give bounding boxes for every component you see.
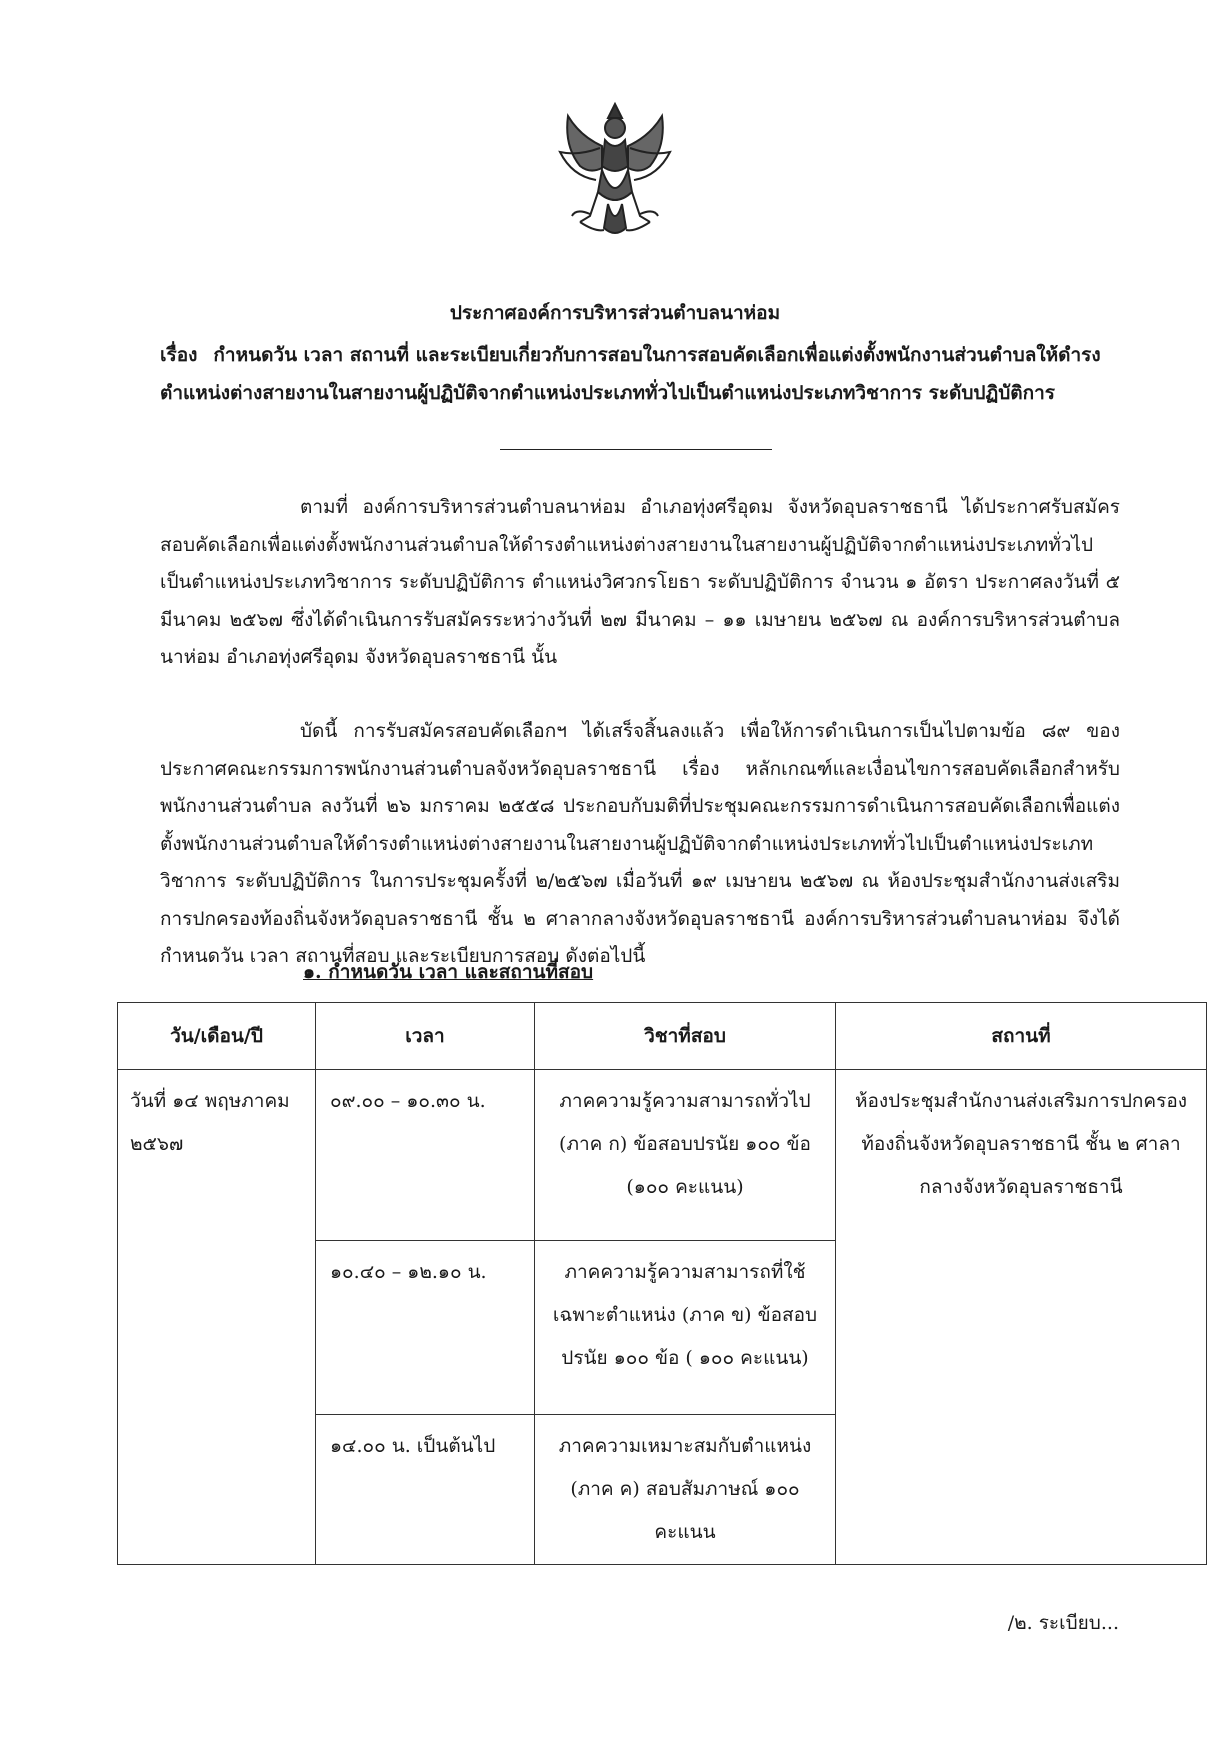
subject-keyword: เรื่อง bbox=[160, 344, 198, 366]
column-header-date: วัน/เดือน/ปี bbox=[118, 1003, 316, 1070]
paragraph-1-text: ตามที่ องค์การบริหารส่วนตำบลนาห่อม อำเภอทุ่งศรีอุดม จังหวัดอุบลราชธานี ได้ประกาศรับสมัครสอบคัดเลือกเพื่อแต่งตั้งพนักงานส่วนตำบลให้ดำรงตำแหน่งต่างสายงานในสายงานผู้ปฏิบัติจากตำแหน่งประเภททั่วไป เป็นตำแหน่งประเภทวิชาการ ระดับปฏิบัติการ ตำแหน่งวิศวกรโยธา ระดับปฏิบัติการ จำนวน ๑ อัตรา ประกาศลงวันที่ ๕ มีนาคม ๒๕๖๗ ซึ่งได้ดำเนินการรับสมัครระหว่างวันที่ ๒๗ มีนาคม – ๑๑ เมษายน ๒๕๖๗ ณ องค์การบริหารส่วนตำบลนาห่อม อำเภอทุ่งศรีอุดม จังหวัดอุบลราชธานี นั้น bbox=[160, 496, 1120, 668]
table-header-row bbox=[118, 1003, 1207, 1070]
body-paragraph-2 bbox=[160, 713, 1120, 976]
exam-subject-cell bbox=[535, 1241, 836, 1415]
paragraph-2-text: บัดนี้ การรับสมัครสอบคัดเลือกฯ ได้เสร็จสิ้นลงแล้ว เพื่อให้การดำเนินการเป็นไปตามข้อ ๘๙ ของประกาศคณะกรรมการพนักงานส่วนตำบลจังหวัดอุบลราชธานี เรื่อง หลักเกณฑ์และเงื่อนไขการสอบคัดเลือกสำหรับพนักงานส่วนตำบล ลงวันที่ ๒๖ มกราคม ๒๕๕๘ ประกอบกับมติที่ประชุมคณะกรรมการดำเนินการสอบคัดเลือกเพื่อแต่งตั้งพนักงานส่วนตำบลให้ดำรงตำแหน่งต่างสายงานในสายงานผู้ปฏิบัติจากตำแหน่งประเภททั่วไปเป็นตำแหน่งประเภทวิชาการ ระดับปฏิบัติการ ในการประชุมครั้งที่ ๒/๒๕๖๗ เมื่อวันที่ ๑๙ เมษายน ๒๕๖๗ ณ ห้องประชุมสำนักงานส่งเสริมการปกครองท้องถิ่นจังหวัดอุบลราชธานี ชั้น ๒ ศาลากลางจังหวัดอุบลราชธานี องค์การบริหารส่วนตำบลนาห่อม จึงได้กำหนดวัน เวลา สถานที่สอบ และระเบียบการสอบ ดังต่อไปนี้ bbox=[160, 720, 1120, 967]
table-row bbox=[118, 1070, 1207, 1241]
announcement-title: ประกาศองค์การบริหารส่วนตำบลนาห่อม bbox=[449, 302, 781, 324]
section-1-heading: ๑. กำหนดวัน เวลา และสถานที่สอบ bbox=[303, 961, 594, 983]
exam-date-cell bbox=[118, 1070, 316, 1565]
exam-time-cell bbox=[316, 1070, 535, 1241]
exam-place-cell bbox=[836, 1070, 1207, 1565]
exam-time-cell bbox=[316, 1241, 535, 1415]
subject-text: กำหนดวัน เวลา สถานที่ และระเบียบเกี่ยวกับการสอบในการสอบคัดเลือกเพื่อแต่งตั้งพนักงานส่วนตำบลให้ดำรงตำแหน่งต่างสายงานในสายงานผู้ปฏิบัติจากตำแหน่งประเภททั่วไปเป็นตำแหน่งประเภทวิชาการ ระดับปฏิบัติการ bbox=[160, 344, 1101, 404]
exam-time: ๑๐.๔๐ – ๑๒.๑๐ น. bbox=[330, 1261, 487, 1283]
garuda-emblem-icon bbox=[550, 96, 680, 246]
column-header-subject: วิชาที่สอบ bbox=[535, 1003, 836, 1070]
exam-subject: ภาคความรู้ความสามารถทั่วไป (ภาค ก) ข้อสอบปรนัย ๑๐๐ ข้อ (๑๐๐ คะแนน) bbox=[559, 1090, 811, 1198]
exam-subject: ภาคความรู้ความสามารถที่ใช้เฉพาะตำแหน่ง (ภาค ข) ข้อสอบปรนัย ๑๐๐ ข้อ ( ๑๐๐ คะแนน) bbox=[552, 1261, 818, 1369]
page-continuation: /๒. ระเบียบ... bbox=[1007, 1612, 1119, 1634]
announcement-subject bbox=[160, 336, 1120, 412]
exam-date: วันที่ ๑๔ พฤษภาคม ๒๕๖๗ bbox=[130, 1090, 290, 1155]
exam-schedule-table bbox=[117, 1002, 1207, 1565]
column-header-time: เวลา bbox=[316, 1003, 535, 1070]
exam-subject: ภาคความเหมาะสมกับตำแหน่ง (ภาค ค) สอบสัมภาษณ์ ๑๐๐ คะแนน bbox=[558, 1435, 812, 1543]
exam-subject-cell bbox=[535, 1415, 836, 1565]
exam-time: ๐๙.๐๐ – ๑๐.๓๐ น. bbox=[330, 1090, 486, 1112]
exam-time-cell bbox=[316, 1415, 535, 1565]
exam-subject-cell bbox=[535, 1070, 836, 1241]
exam-time: ๑๔.๐๐ น. เป็นต้นไป bbox=[330, 1435, 496, 1457]
exam-place: ห้องประชุมสำนักงานส่งเสริมการปกครองท้องถิ่นจังหวัดอุบลราชธานี ชั้น ๒ ศาลากลางจังหวัดอุบลราชธานี bbox=[854, 1090, 1188, 1198]
column-header-place: สถานที่ bbox=[836, 1003, 1207, 1070]
body-paragraph-1 bbox=[160, 489, 1120, 677]
title-divider bbox=[500, 449, 772, 450]
